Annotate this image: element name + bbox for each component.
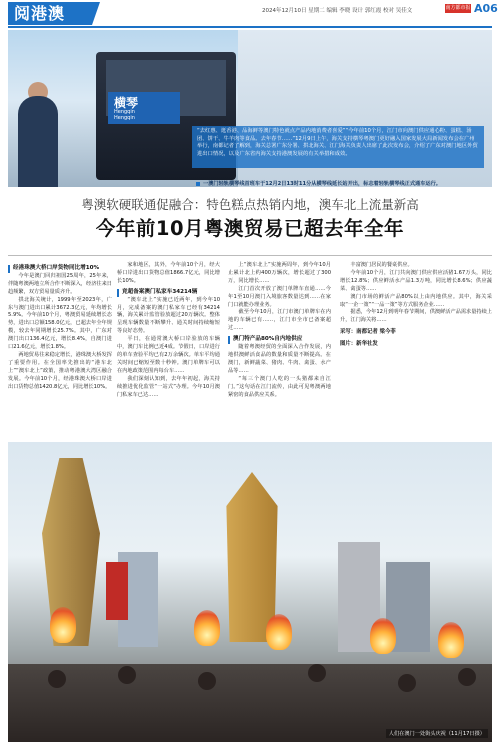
article-column-1: [8, 262, 112, 392]
red-signboard: [106, 562, 128, 620]
body-paragraph: 据悉，今年12月到明年春节期间，供澳鲜活产品需求量持续上升，江门海关将……: [340, 309, 492, 324]
photo-caption: 人们在澳门一处街头庆祝（11月17日摄）: [386, 729, 488, 738]
hero-caption: “去红惠、逛香港、品海鲜等澳门特色就点产品内地消费者喜爱”“今年前10个月，江门市向澳门供应通心粉、蛋糕、汤团、饼干、牛羊肉等食品。去年春节……”12月9日上午，海关支持横琴粤澳门更好融入国家发展大局新闻发布会在广州举行，南都记者了解到，海关总署广东分署、拱北海关、江门海关负责人出席了此次发布会，介绍了广东对澳门地区外贸进出口情况，以及广东省内海关支持港澳发展的有关举措和成效。: [192, 126, 484, 168]
article-column-3: [228, 262, 331, 399]
byline: 采写：南都记者 梁今菲: [340, 329, 396, 336]
headline-rule: [8, 255, 492, 256]
hero-photo: [8, 30, 492, 187]
fire-flame: [438, 622, 464, 658]
fire-flame: [50, 607, 76, 643]
section-subhead: 竞超备案澳门私家车34214辆: [117, 289, 220, 297]
macau-street-photo: [8, 442, 492, 742]
publication-tag: 南方都市报: [445, 5, 471, 11]
body-paragraph: 澳门市场的鲜活产品80%以上由内地供应。其中，海关采取“一企一策”“一品一策”等方式服务企业……: [340, 293, 492, 308]
body-paragraph: 上“澳车北上”实施两周年，到今年10月止累计北上约400万辆次，增长超过了300万，同比增长……: [228, 262, 331, 284]
section-logo: 阅港澳: [8, 2, 92, 25]
body-paragraph: 拱北海关统计，1999年至2023年，广东与澳门进出口累计3672.3亿元，年均增长5.9%。今年前10个月，粤澳贸易延续增长态势，进出口总额158.0亿元，已超去年全年规模，较去年同期增长25.7%。其中，广东对澳门出口136.4亿元，增长8.4%，自澳门进口21.6亿元，增长1.8%。: [8, 296, 112, 351]
station-sign-chinese: 横琴: [114, 96, 139, 110]
person-head: [458, 668, 476, 686]
byline: 图片：新华社发: [340, 341, 378, 348]
article-column-2: [117, 262, 220, 399]
fire-flame: [370, 618, 396, 654]
body-paragraph: 家和地区，其外，今年前10个月，经大桥口岸进出口货物总值1866.7亿元，同比增长10%。: [117, 262, 220, 284]
hero-subcaption: 一澳门轻轨横琴线首班车于12月2日13时11分从横琴线延长站开出，标志着轻轨横琴线正式通车运行。: [196, 180, 441, 187]
fire-flame: [266, 614, 292, 650]
body-paragraph: 今年是澳门回归祖国25周年，25年来，伴随粤澳两地立所合作不断深入，经济往来日趋频繁，双方贸易量质齐升。: [8, 272, 112, 295]
section-subhead: 澳门特产品80%自内地供应: [228, 336, 331, 344]
body-paragraph: 两地贸易往来稳定增长，港珠澳大桥发挥了重要作用。在全国率先推出的“港车北上”“澳车北上”政策，推动粤港澳大湾区融合发展。今年前10个月，经港珠澳大桥口岸进出口货物总值1420.8亿元，同比增长10%。: [8, 351, 112, 390]
body-paragraph: 丰富澳门居民的餐桌供应。: [350, 262, 413, 268]
person-head: [398, 674, 416, 692]
page-number: A06: [474, 2, 498, 15]
masthead: [0, 0, 500, 28]
body-paragraph: 今年前10个月，江门共向澳门供应供应活猪1.67万头，同比增长12.8%；供应鲜活水产品1.3万吨，同比增长8.6%；供应蔬菜、禽蛋等……: [340, 269, 492, 292]
person-head: [198, 672, 216, 690]
person-head: [308, 664, 326, 682]
body-paragraph: “每三个澳门人吃的一头猪都来自江门。”这句话在江门流传，由此可见粤澳两地紧密的食品供应关系。: [228, 375, 331, 398]
body-paragraph: “澳车北上”实施已近两年，到今年10月，完成备案的澳门私家车已经有34214辆，海关累计监管验放超过20万辆次。整体呈现车辆数量不断攀升、通关时间持续缩短等良好态势。: [117, 296, 220, 335]
headline: 今年前10月粤澳贸易已超去年全年: [95, 217, 405, 240]
date-line: 2024年12月10日 星期二 编辑 李晓 设计 郭红霞 校对 吴佳文: [262, 8, 413, 14]
masthead-rule: [8, 26, 492, 28]
body-paragraph: 我们深刻认知到，去年年初起，海关持续推进优化监管“一站式”办理。今年10月澳门私家车已达……: [117, 375, 220, 398]
fire-flame: [194, 610, 220, 646]
body-paragraph: 截至今年10月，江门市澳门单牌车在内地的车辆已有……，江门市全市已备案超过……: [228, 309, 331, 332]
person-head: [118, 666, 136, 684]
body-paragraph: 江门首次开放了澳门单牌车直通……今年1至10月澳门入境旅客数量达到……在家门口就能办理业务。: [228, 285, 331, 308]
body-paragraph: 平日，在通常澳大桥口岸验放的车辆中，澳门车比例已近4成。节假日，口岸进行的单车查验平均已有2万余辆次。单车平均通关时间已缩短至数十秒钟。澳门单牌车可以在内地政策范围内每台车……: [117, 336, 220, 374]
section-subhead: 经港珠澳大桥口岸货物同比增10%: [8, 265, 112, 273]
body-paragraph: 随着粤澳经贸的全面深入合作发展，内地供澳鲜活食品的数量和质量不断提高。在澳门，新鲜蔬菜、猪肉、牛肉、禽蛋、水产品等……: [228, 344, 331, 374]
station-sign-english: Hengqin: [114, 109, 135, 115]
station-sign: [108, 92, 180, 124]
photographer-figure: [18, 96, 58, 187]
station-sign-english-2: Hengqin: [114, 115, 135, 121]
person-head: [48, 670, 66, 688]
article-column-4: [340, 262, 492, 349]
kicker: 粤澳软硬联通促融合：特色糕点热销内地，澳车北上流量新高: [81, 197, 419, 212]
